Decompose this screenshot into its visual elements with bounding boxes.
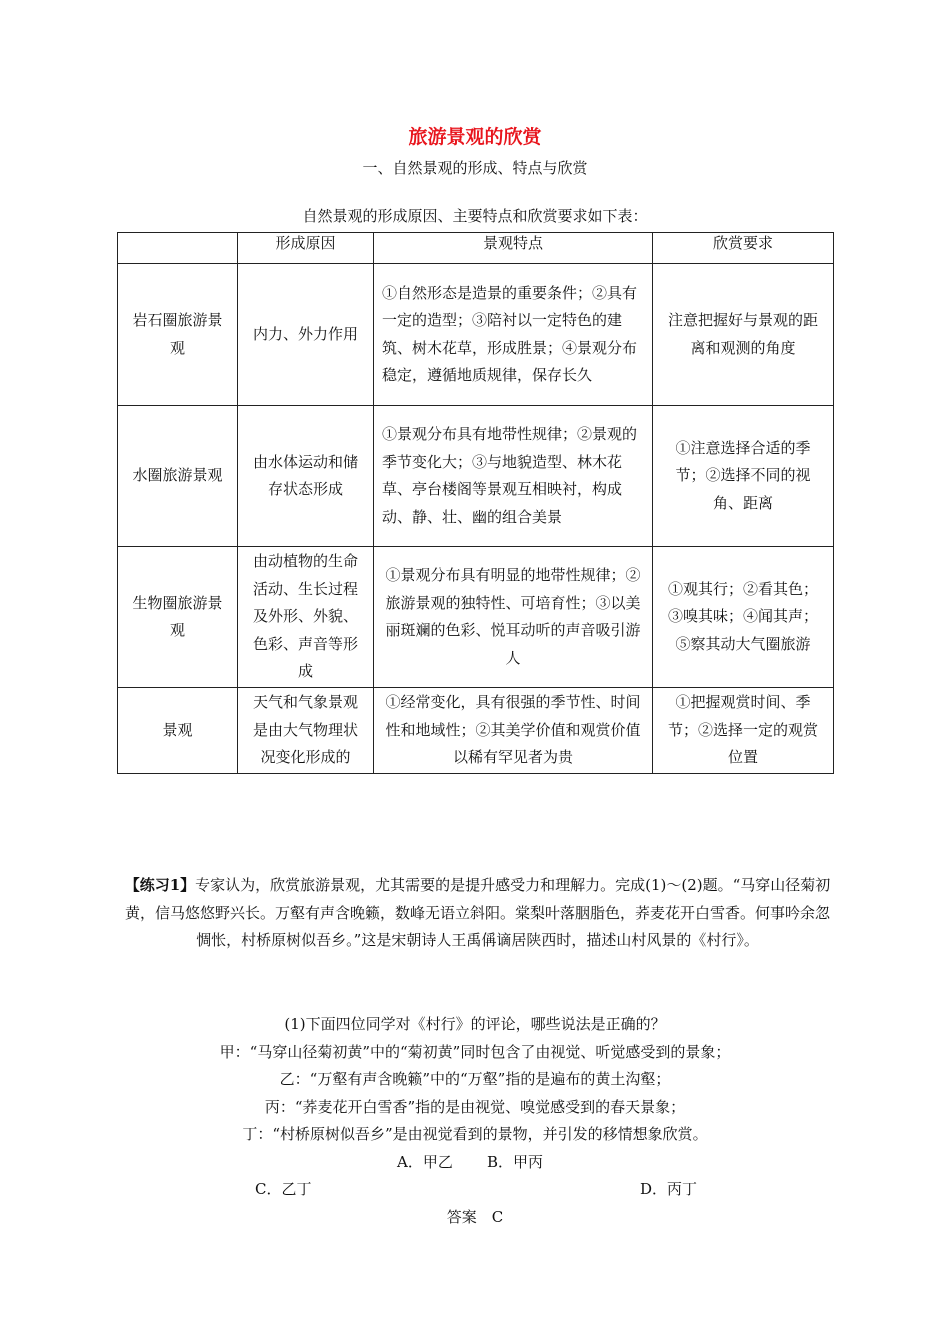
exercise-tag: 【练习1】 [124, 876, 196, 894]
table-intro: 自然景观的形成原因、主要特点和欣赏要求如下表： [302, 207, 648, 225]
row-features-cell: ①景观分布具有地带性规律；②景观的季节变化大；③与地貌造型、林木花草、亭台楼阁等景观互相映衬，构成动、静、壮、幽的组合美景 [374, 406, 653, 547]
row-name-cell: 生物圈旅游景观 [118, 547, 238, 688]
option-a: A．甲乙 [397, 1153, 453, 1171]
section-heading: 一、自然景观的形成、特点与欣赏 [362, 159, 588, 177]
table-row [118, 406, 834, 547]
row-name-cell: 景观 [118, 688, 238, 774]
exercise-stem: 专家认为，欣赏旅游景观，尤其需要的是提升感受力和理解力。完成(1)～(2)题。“马穿山径菊初黄，信马悠悠野兴长。万壑有声含晚籁，数峰无语立斜阳。棠梨叶落胭脂色，荞麦花开白雪香。何事吟余忽惆怅，村桥原树似吾乡。”这是宋朝诗人王禹偁谪居陕西时，描述山村风景的《村行》。 [124, 876, 831, 950]
row-cause-cell: 内力、外力作用 [238, 264, 374, 406]
table-row [118, 547, 834, 688]
row-name-cell: 水圈旅游景观 [118, 406, 238, 547]
row-appreciation-cell: ①注意选择合适的季节；②选择不同的视角、距离 [653, 406, 834, 547]
row-features-cell: ①经常变化，具有很强的季节性、时间性和地域性；②其美学价值和观赏价值以稀有罕见者为贵 [374, 688, 653, 774]
exercise-question: (1)下面四位同学对《村行》的评论，哪些说法是正确的？ [284, 1015, 666, 1033]
header-cell-appreciation: 欣赏要求 [653, 233, 834, 264]
table-row [118, 264, 834, 406]
table-row [118, 688, 834, 774]
header-cell-cause: 形成原因 [238, 233, 374, 264]
statement-jia: 甲：“马穿山径菊初黄”中的“菊初黄”同时包含了由视觉、听觉感受到的景象； [219, 1043, 731, 1061]
statement-yi: 乙：“万壑有声含晚籁”中的“万壑”指的是遍布的黄土沟壑； [279, 1070, 671, 1088]
statement-ding: 丁：“村桥原树似吾乡”是由视觉看到的景物，并引发的移情想象欣赏。 [242, 1125, 708, 1143]
option-b: B．甲丙 [487, 1153, 544, 1171]
option-d: D．丙丁 [640, 1180, 698, 1198]
header-cell-blank [118, 233, 238, 264]
row-appreciation-cell: 注意把握好与景观的距离和观测的角度 [653, 264, 834, 406]
page-title: 旅游景观的欣赏 [408, 126, 542, 148]
table-header-row [118, 233, 834, 264]
row-appreciation-cell: ①观其行；②看其色；③嗅其味；④闻其声；⑤察其动大气圈旅游 [653, 547, 834, 688]
statement-bing: 丙：“荞麦花开白雪香”指的是由视觉、嗅觉感受到的春天景象； [264, 1098, 686, 1116]
row-appreciation-cell: ①把握观赏时间、季节；②选择一定的观赏位置 [653, 688, 834, 774]
row-features-cell: ①景观分布具有明显的地带性规律；②旅游景观的独特性、可培育性；③以美丽斑斓的色彩、悦耳动听的声音吸引游人 [374, 547, 653, 688]
row-name-cell: 岩石圈旅游景观 [118, 264, 238, 406]
option-c: C．乙丁 [255, 1180, 312, 1198]
row-cause-cell: 由动植物的生命活动、生长过程及外形、外貌、色彩、声音等形成 [238, 547, 374, 688]
row-cause-cell: 由水体运动和储存状态形成 [238, 406, 374, 547]
answer-line: 答案 C [446, 1208, 504, 1226]
header-cell-features: 景观特点 [374, 233, 653, 264]
exercise-block [120, 872, 835, 955]
landscape-table [117, 232, 834, 774]
row-features-cell: ①自然形态是造景的重要条件；②具有一定的造型；③陪衬以一定特色的建筑、树木花草，形成胜景；④景观分布稳定，遵循地质规律，保存长久 [374, 264, 653, 406]
row-cause-cell: 天气和气象景观是由大气物理状况变化形成的 [238, 688, 374, 774]
